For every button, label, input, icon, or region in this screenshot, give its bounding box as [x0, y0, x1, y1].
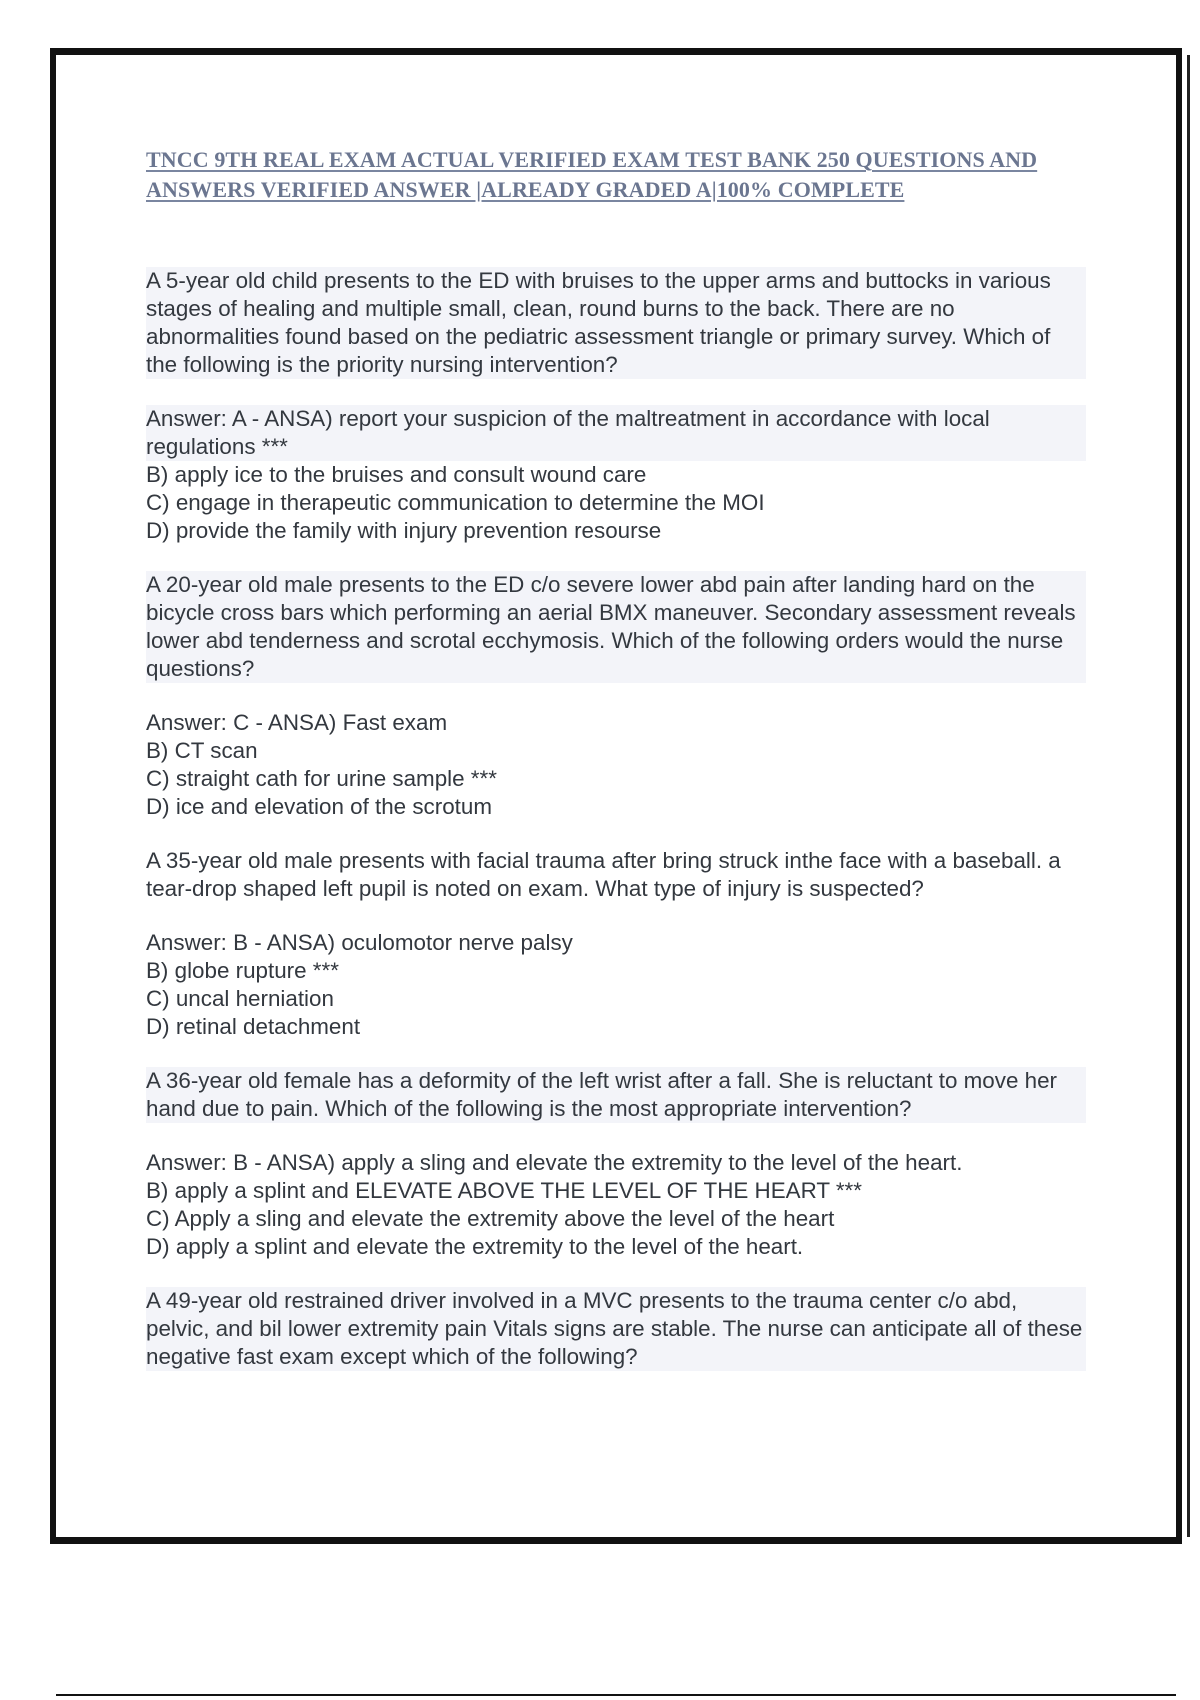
- page-border-shadow: [1187, 55, 1190, 1537]
- question-text: A 49-year old restrained driver involved in a MVC presents to the trauma center c/o abd, pelvic, and bil lower extremity pain Vitals signs are stable. The nurse can anticipate all of these negative fast exam except which of the following?: [146, 1287, 1086, 1371]
- answer-line: B) apply ice to the bruises and consult wound care: [146, 462, 647, 487]
- answer-line: C) engage in therapeutic communication to determine the MOI: [146, 490, 765, 515]
- answer-line: Answer: A - ANSA) report your suspicion of the maltreatment in accordance with local regulations ***: [146, 405, 1086, 461]
- question-text: A 35-year old male presents with facial trauma after bring struck inthe face with a baseball. a tear-drop shaped left pupil is noted on exam. What type of injury is suspected?: [146, 848, 1061, 901]
- answer-line: Answer: C - ANSA) Fast exam: [146, 710, 448, 735]
- question-text: A 36-year old female has a deformity of the left wrist after a fall. She is reluctant to move her hand due to pain. Which of the following is the most appropriate intervention?: [146, 1067, 1086, 1123]
- answer-line: C) Apply a sling and elevate the extremity above the level of the heart: [146, 1206, 835, 1231]
- answer-line: D) retinal detachment: [146, 1014, 361, 1039]
- document-body: [146, 145, 1086, 1397]
- answer-line: D) apply a splint and elevate the extremity to the level of the heart.: [146, 1234, 804, 1259]
- answer-block: [146, 709, 1086, 821]
- answer-line: D) ice and elevation of the scrotum: [146, 794, 492, 819]
- question-text: A 20-year old male presents to the ED c/o severe lower abd pain after landing hard on the bicycle cross bars which performing an aerial BMX maneuver. Secondary assessment reveals lower abd tenderness and scrotal ecchymosis. Which of the following orders would the nurse questions?: [146, 571, 1086, 683]
- answer-line: Answer: B - ANSA) oculomotor nerve palsy: [146, 930, 573, 955]
- answer-block: [146, 405, 1086, 545]
- footer-divider: [56, 1694, 1176, 1696]
- answer-block: [146, 929, 1086, 1041]
- document-title: TNCC 9TH REAL EXAM ACTUAL VERIFIED EXAM TEST BANK 250 QUESTIONS AND ANSWERS VERIFIED ANSWER |ALREADY GRADED A|100% COMPLETE: [146, 147, 1038, 202]
- question-text: A 5-year old child presents to the ED with bruises to the upper arms and buttocks in various stages of healing and multiple small, clean, round burns to the back. There are no abnormalities found based on the pediatric assessment triangle or primary survey. Which of the following is the priority nursing intervention?: [146, 267, 1086, 379]
- answer-line: Answer: B - ANSA) apply a sling and elevate the extremity to the level of the heart.: [146, 1150, 963, 1175]
- answer-line: C) straight cath for urine sample ***: [146, 766, 497, 791]
- answer-line: B) globe rupture ***: [146, 958, 339, 983]
- answer-line: B) CT scan: [146, 738, 258, 763]
- answer-line: D) provide the family with injury prevention resourse: [146, 518, 662, 543]
- answer-line: C) uncal herniation: [146, 986, 334, 1011]
- answer-block: [146, 1149, 1086, 1261]
- answer-line: B) apply a splint and ELEVATE ABOVE THE LEVEL OF THE HEART ***: [146, 1178, 862, 1203]
